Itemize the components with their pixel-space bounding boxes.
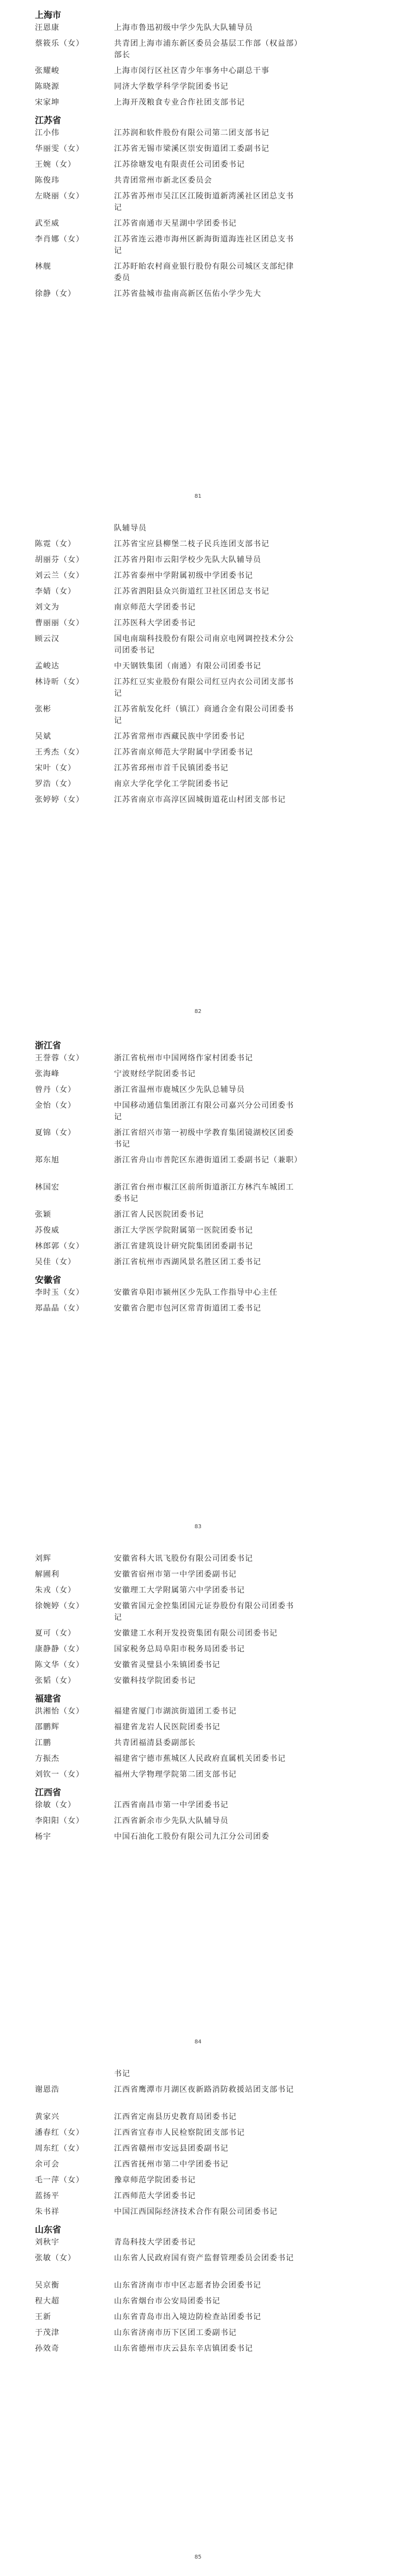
document-page (0, 1030, 396, 1546)
list-item (35, 38, 340, 65)
person-name: 蓝扬平 (35, 2192, 59, 2200)
person-name: 邵鹏辉 (35, 1723, 59, 1732)
person-position: 浙江省舟山市普陀区东港街道团工委副书记（兼职） (114, 1156, 302, 1165)
person-name: 林郎郭（女） (35, 1242, 84, 1251)
person-position: 江苏省盐城市盐南高新区伍佑小学少先大 (114, 289, 261, 298)
list-item (35, 2237, 340, 2253)
person-name: 解圃利 (35, 1570, 59, 1579)
person-position: 江西省宜春市人民检察院团支部书记 (114, 2128, 245, 2137)
person-name: 陈晓源 (35, 82, 59, 91)
person-position: 共青团常州市新北区委员会 (114, 176, 212, 185)
person-name: 张耀峻 (35, 67, 59, 75)
list-item (35, 2253, 340, 2280)
person-name: 方振杰 (35, 1754, 59, 1763)
person-name: 徐静（女） (35, 289, 76, 298)
person-position: 江西省赣州市安远县团委副书记 (114, 2144, 229, 2153)
list-item (35, 1628, 340, 1644)
person-name: 张婷婷（女） (35, 795, 84, 804)
person-position: 青岛科技大学团委书记 (114, 2238, 196, 2247)
person-position: 江西省鹰潭市月湖区夜新路消防救援站团支部书记 (114, 2085, 294, 2094)
list-item (35, 1601, 340, 1628)
list-item (35, 1553, 340, 1569)
person-position: 中天钢铁集团（南通）有限公司团委书记 (114, 662, 261, 671)
person-name: 张海峰 (35, 1070, 59, 1078)
list-item (35, 1225, 340, 1241)
province-heading: 安徽省 (35, 1275, 62, 1285)
list-item (35, 218, 340, 234)
list-item (35, 1257, 340, 1272)
person-position: 江西省南昌市第一中学团委书记 (114, 1801, 229, 1809)
list-item (35, 747, 340, 763)
person-name: 李时玉（女） (35, 1288, 84, 1297)
page-content (35, 1038, 340, 1319)
person-position: 安徽省国元金控集团国元证券股份有限公司团委书记 (114, 1602, 294, 1622)
person-position: 共青团上海市浦东新区委员会基层工作部（权益部）部长 (114, 39, 298, 59)
person-position: 江苏省无锡市梁溪区崇安街道团工委副书记 (114, 144, 269, 153)
person-name: 王新 (35, 2313, 51, 2321)
person-name: 陈文华（女） (35, 1661, 84, 1669)
person-name: 刘文为 (35, 603, 59, 612)
page-number: 82 (194, 1009, 202, 1015)
province-heading: 福建省 (35, 1693, 62, 1704)
person-position: 浙江省台州市椒江区前所街道浙江方林汽车城团工委书记 (114, 1183, 294, 1203)
list-item (35, 2280, 340, 2296)
person-name: 左晓丽（女） (35, 192, 84, 201)
list-item (35, 1738, 340, 1753)
person-name: 郑晶晶（女） (35, 1304, 84, 1313)
list-item (35, 1800, 340, 1815)
list-item (35, 1706, 340, 1722)
person-position: 南京大学化学化工学院团委书记 (114, 780, 229, 788)
page-number: 84 (194, 2039, 202, 2045)
person-position: 安徽省阜阳市颍州区少先队工作指导中心主任 (114, 1288, 278, 1297)
province-heading: 江苏省 (35, 115, 62, 125)
list-item (35, 288, 340, 304)
person-position: 安徽理工大学附属第六中学团委书记 (114, 1586, 245, 1595)
person-name: 华丽雯（女） (35, 144, 84, 153)
list-item (35, 65, 340, 81)
list-item (35, 1127, 340, 1155)
list-item (35, 97, 340, 113)
person-name: 黄家兴 (35, 2113, 59, 2121)
list-item (35, 1100, 340, 1127)
person-position: 江苏润和软件股份有限公司第二团支部书记 (114, 129, 269, 137)
list-item (35, 143, 340, 159)
person-position: 江苏医科大学团委书记 (114, 619, 196, 628)
person-position: 山东省济南市市中区志愿者协会团委书记 (114, 2281, 261, 2290)
person-name: 徐婉婷（女） (35, 1602, 84, 1610)
list-item (35, 2191, 340, 2206)
person-position: 浙江省温州市鹿城区少先队总辅导员 (114, 1085, 245, 1094)
person-name: 吴京衡 (35, 2281, 59, 2290)
person-position: 江苏省连云港市海州区新海街道海连社区团总支书记 (114, 235, 294, 255)
list-item (35, 661, 340, 677)
person-name: 周东红（女） (35, 2144, 84, 2153)
list-item (35, 234, 340, 261)
person-position: 江苏盱眙农村商业银行股份有限公司城区支部纪律委员 (114, 262, 294, 282)
person-name: 朱书祥 (35, 2207, 59, 2216)
person-position: 山东省青岛市出入境边防检查站团委书记 (114, 2313, 261, 2321)
person-name: 朱戎（女） (35, 1586, 76, 1595)
continued-text: 队辅导员 (114, 524, 147, 533)
list-item (35, 81, 340, 97)
list-item (35, 2343, 340, 2359)
list-item (35, 1722, 340, 1738)
person-position: 江苏徐塘发电有限责任公司团委书记 (114, 160, 245, 169)
person-name: 蔡筱乐（女） (35, 39, 84, 48)
list-item (35, 779, 340, 794)
person-position: 福建省宁德市蕉城区人民政府直属机关团委书记 (114, 1754, 286, 1763)
list-item (35, 128, 340, 143)
list-item (35, 1569, 340, 1585)
person-position: 江苏省常州市西藏民族中学团委书记 (114, 732, 245, 741)
list-item (35, 677, 340, 704)
person-position: 江苏省南京市高淳区固城街道花山村团支部书记 (114, 795, 286, 804)
person-name: 夏可（女） (35, 1629, 76, 1638)
page-content (35, 523, 340, 810)
person-name: 刘辉 (35, 1554, 51, 1563)
list-item (35, 794, 340, 810)
person-name: 陈俊玮 (35, 176, 59, 185)
person-name: 余可会 (35, 2160, 59, 2169)
page-number: 85 (194, 2554, 202, 2560)
person-position: 上海开茂粮食专业合作社团支部书记 (114, 98, 245, 107)
list-item (35, 1155, 340, 1182)
page-content (35, 8, 340, 304)
person-position: 中国石油化工股份有限公司九江分公司团委 (114, 1832, 269, 1841)
list-item (35, 2084, 340, 2112)
list-item (35, 1675, 340, 1691)
list-item (35, 2327, 340, 2343)
continued-text: 书记 (114, 2070, 130, 2078)
person-name: 宋叶（女） (35, 764, 76, 773)
person-name: 谢恩浩 (35, 2085, 59, 2094)
person-name: 康静静（女） (35, 1645, 84, 1654)
person-name: 王婉（女） (35, 160, 76, 169)
person-position: 山东省烟台市公安局团委书记 (114, 2297, 220, 2306)
person-position: 豫章师范学院团委书记 (114, 2176, 196, 2185)
list-item (35, 539, 340, 554)
document-page (0, 1546, 396, 2061)
list-item (35, 2312, 340, 2327)
person-name: 夏锦（女） (35, 1129, 76, 1137)
page-content (35, 1553, 340, 1847)
person-position: 江苏省泗阳县众兴街道红卫社区团总支书记 (114, 587, 269, 596)
person-position: 浙江省建筑设计研究院集团团委副书记 (114, 1242, 253, 1251)
person-name: 徐敏（女） (35, 1801, 76, 1809)
person-name: 陈霓（女） (35, 540, 76, 548)
person-position: 福州大学物理学院第二团支部书记 (114, 1770, 237, 1779)
list-item (35, 2296, 340, 2312)
person-name: 金怡（女） (35, 1101, 76, 1110)
list-item (35, 1303, 340, 1319)
list-item (35, 2112, 340, 2127)
person-name: 罗浩（女） (35, 780, 76, 788)
list-item (35, 731, 340, 747)
person-position: 江苏省南通市天星湖中学团委书记 (114, 219, 237, 228)
list-item (35, 763, 340, 779)
list-item (35, 1287, 340, 1303)
list-item (35, 1182, 340, 1209)
person-name: 汪恩康 (35, 23, 59, 32)
person-position: 中国移动通信集团浙江有限公司嘉兴分公司团委书记 (114, 1101, 294, 1121)
person-name: 杨宇 (35, 1832, 51, 1841)
document-page (0, 2061, 396, 2576)
person-position: 江西师范大学团委书记 (114, 2192, 196, 2200)
person-position: 江西省定南县历史教育局团委书记 (114, 2113, 237, 2121)
person-position: 上海市鲁迅初级中学少先队大队辅导员 (114, 23, 253, 32)
person-position: 安徽科技学院团委书记 (114, 1676, 196, 1685)
list-item (35, 704, 340, 731)
list-item (35, 2127, 340, 2143)
person-name: 吴斌 (35, 732, 51, 741)
person-position: 安徽省灵璧县小朱镇团委书记 (114, 1661, 220, 1669)
page-number: 81 (194, 493, 202, 499)
person-position: 浙江省杭州市中国网络作家村团委书记 (114, 1054, 253, 1063)
person-name: 江小伟 (35, 129, 59, 137)
person-name: 刘云兰（女） (35, 571, 84, 580)
person-name: 宋家坤 (35, 98, 59, 107)
person-position: 上海市闵行区社区青少年事务中心副总干事 (114, 67, 269, 75)
person-position: 中国江西国际经济技术合作有限公司团委书记 (114, 2207, 278, 2216)
list-item (35, 1053, 340, 1069)
person-name: 郑东旭 (35, 1156, 59, 1165)
person-position: 浙江省杭州市西湖风景名胜区团工委书记 (114, 1258, 261, 1266)
person-position: 江苏红豆实业股份有限公司红豆内衣公司团支部书记 (114, 678, 294, 698)
list-item (35, 1660, 340, 1675)
person-position: 江西省抚州市第二中学团委书记 (114, 2160, 229, 2169)
list-item (35, 2175, 340, 2191)
person-position: 宁波财经学院团委书记 (114, 1070, 196, 1078)
person-name: 刘秋宇 (35, 2238, 59, 2247)
person-position: 南京师范大学团委书记 (114, 603, 196, 612)
person-name: 林舰 (35, 262, 51, 271)
person-position: 江苏省泰州中学附属初级中学团委书记 (114, 571, 253, 580)
person-name: 王秀杰（女） (35, 748, 84, 757)
list-item (35, 1069, 340, 1084)
person-name: 潘春红（女） (35, 2128, 84, 2137)
person-name: 林国宏 (35, 1183, 59, 1192)
person-name: 胡丽芬（女） (35, 556, 84, 564)
person-position: 共青团福清县委副部长 (114, 1739, 196, 1747)
list-item (35, 2159, 340, 2175)
list-item (35, 1644, 340, 1660)
person-position: 国家税务总局阜阳市税务局团委书记 (114, 1645, 245, 1654)
list-item (35, 634, 340, 661)
person-name: 林诗昕（女） (35, 678, 84, 686)
person-position: 安徽建工水利开发投资集团有限公司团委书记 (114, 1629, 278, 1638)
person-position: 山东省德州市庆云县东辛店镇团委书记 (114, 2344, 253, 2353)
list-item (35, 602, 340, 618)
person-name: 程大超 (35, 2297, 59, 2306)
person-name: 刘钦一（女） (35, 1770, 84, 1779)
person-name: 张颖 (35, 1210, 51, 1219)
person-name: 张韬（女） (35, 1676, 76, 1685)
person-position: 江苏省宝应县柳堡二枝子民兵连团支部书记 (114, 540, 269, 548)
person-position: 山东省济南市历下区团工委副书记 (114, 2328, 237, 2337)
list-item (35, 261, 340, 288)
list-item (35, 175, 340, 191)
document-page (0, 515, 396, 1030)
person-position: 江西省新余市少先队大队辅导员 (114, 1817, 229, 1825)
list-item (35, 1769, 340, 1785)
list-item (35, 2206, 340, 2222)
list-item (35, 554, 340, 570)
person-position: 福建省龙岩人民医院团委书记 (114, 1723, 220, 1732)
person-name: 李阳阳（女） (35, 1817, 84, 1825)
person-name: 孙效奇 (35, 2344, 59, 2353)
list-item (35, 191, 340, 218)
list-item (35, 570, 340, 586)
person-position: 江苏省苏州市吴江区江陵街道新湾溪社区团总支书记 (114, 192, 294, 212)
person-position: 江苏省丹阳市云阳学校少先队大队辅导员 (114, 556, 261, 564)
list-item (35, 618, 340, 634)
person-name: 江鹏 (35, 1739, 51, 1747)
person-name: 曹丽丽（女） (35, 619, 84, 628)
person-position: 国电南瑞科技股份有限公司南京电网调控技术分公司团委书记 (114, 635, 294, 655)
list-item (35, 2143, 340, 2159)
person-name: 洪湘怡（女） (35, 1707, 84, 1716)
person-position: 安徽省宿州市第一中学团委副书记 (114, 1570, 237, 1579)
person-position: 山东省人民政府国有资产监督管理委员会团委书记 (114, 2254, 294, 2263)
list-item (35, 1585, 340, 1601)
person-position: 安徽省合肥市包河区常青街道团工委书记 (114, 1304, 261, 1313)
list-item (35, 586, 340, 602)
list-item (35, 22, 340, 38)
person-position: 同济大学数学科学学院团委书记 (114, 82, 229, 91)
province-heading: 浙江省 (35, 1040, 62, 1051)
person-position: 浙江大学医学院附属第一医院团委书记 (114, 1226, 253, 1235)
person-position: 浙江省绍兴市第一初级中学教育集团镜湖校区团委书记 (114, 1129, 294, 1149)
person-name: 张彬 (35, 705, 51, 714)
person-position: 江苏省南京师范大学附属中学团委书记 (114, 748, 253, 757)
person-name: 顾云汉 (35, 635, 59, 643)
list-item (35, 1084, 340, 1100)
document-page (0, 0, 396, 515)
page-number: 83 (194, 1524, 202, 1530)
person-name: 苏俊威 (35, 1226, 59, 1235)
list-item (35, 159, 340, 175)
person-name: 李肖娜（女） (35, 235, 84, 244)
person-position: 福建省厦门市湖滨街道团工委书记 (114, 1707, 237, 1716)
person-name: 张敏（女） (35, 2254, 76, 2263)
person-position: 江苏省航发化纤（镇江）商通合金有限公司团委书记 (114, 705, 294, 725)
person-position: 江苏省邳州市首千民镇团委书记 (114, 764, 229, 773)
list-item (35, 1753, 340, 1769)
person-name: 毛一萍（女） (35, 2176, 84, 2185)
person-name: 孟峻达 (35, 662, 59, 671)
person-position: 安徽省科大讯飞股份有限公司团委书记 (114, 1554, 253, 1563)
person-name: 曾丹（女） (35, 1085, 76, 1094)
province-heading: 江西省 (35, 1787, 62, 1797)
person-name: 武至威 (35, 219, 59, 228)
list-item (35, 1241, 340, 1257)
list-item (35, 1831, 340, 1847)
list-item (35, 1815, 340, 1831)
list-item (35, 1209, 340, 1225)
person-name: 于茂津 (35, 2328, 59, 2337)
person-name: 李婧（女） (35, 587, 76, 596)
page-content (35, 2068, 340, 2359)
person-name: 吴佳（女） (35, 1258, 76, 1266)
province-heading: 山东省 (35, 2224, 62, 2235)
person-name: 王誉蓉（女） (35, 1054, 84, 1063)
person-position: 浙江省人民医院团委书记 (114, 1210, 204, 1219)
province-heading: 上海市 (35, 10, 62, 20)
